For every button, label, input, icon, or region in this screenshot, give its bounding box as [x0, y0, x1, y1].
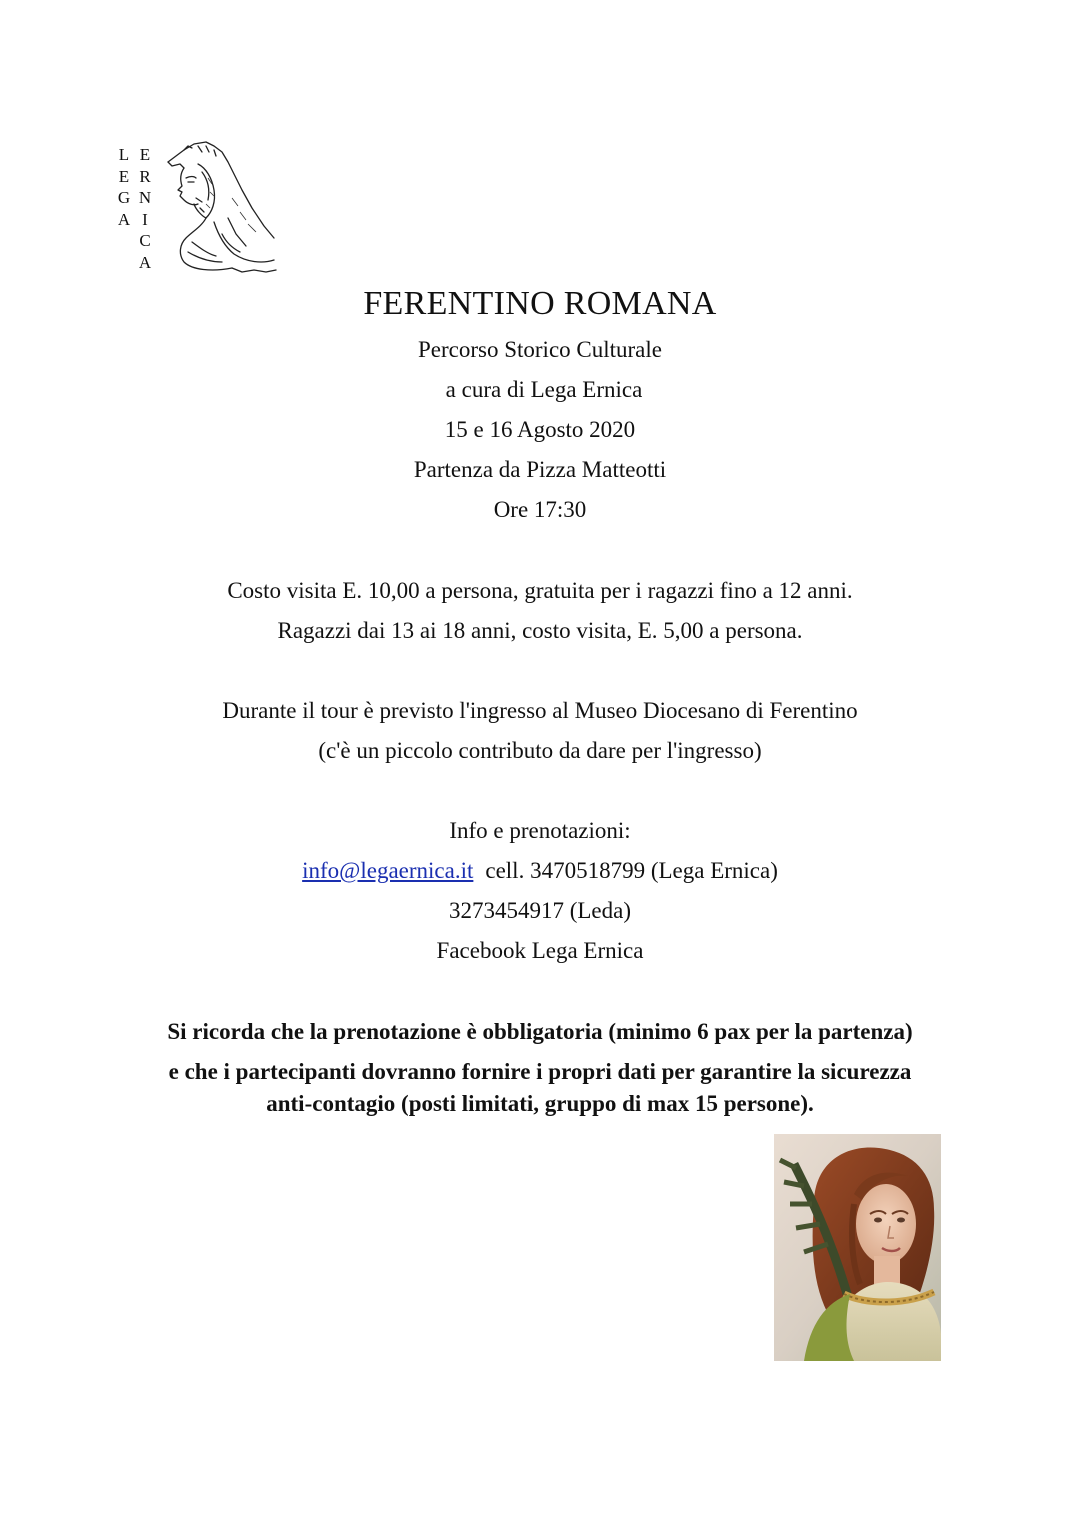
departure-time: Ore 17:30	[493, 497, 587, 522]
email-link[interactable]: info@legaernica.it	[302, 858, 474, 883]
logo-letters-lega	[116, 144, 132, 230]
saint-painting-image	[774, 1134, 941, 1361]
logo-letter: G	[117, 188, 131, 207]
page-title: FERENTINO ROMANA	[363, 285, 717, 322]
warrior-head-drawing	[162, 138, 282, 278]
logo-letters-ernica	[137, 144, 153, 273]
departure-location: Partenza da Pizza Matteotti	[413, 457, 667, 482]
logo-letter: C	[139, 231, 151, 250]
phone-number: 3273454917 (Leda)	[448, 898, 632, 923]
facebook-reference: Facebook Lega Ernica	[436, 938, 644, 963]
logo-letter: E	[118, 166, 130, 186]
notice-line: e che i partecipanti dovranno fornire i propri dati per garantire la sicurezza	[168, 1059, 912, 1084]
cost-line: Costo visita E. 10,00 a persona, gratuita per i ragazzi fino a 12 anni.	[227, 578, 853, 603]
subtitle-line: Percorso Storico Culturale	[417, 337, 662, 362]
logo-letter: R	[139, 166, 151, 186]
logo-letter: A	[117, 209, 131, 229]
event-dates: 15 e 16 Agosto 2020	[444, 417, 636, 442]
notice-line: Si ricorda che la prenotazione è obbligatoria (minimo 6 pax per la partenza)	[167, 1019, 913, 1044]
logo-letter: E	[139, 145, 151, 164]
info-heading: Info e prenotazioni:	[449, 818, 631, 843]
logo-letter: N	[138, 188, 152, 207]
subtitle-line: a cura di Lega Ernica	[445, 377, 643, 402]
contact-line	[0, 851, 1080, 891]
logo-letter: L	[118, 145, 130, 164]
museum-line: Durante il tour è previsto l'ingresso al Museo Diocesano di Ferentino	[222, 698, 858, 723]
logo-letter: I	[142, 209, 148, 229]
museum-note: (c'è un piccolo contributo da dare per l'ingresso)	[318, 738, 762, 763]
notice-line: anti-contagio (posti limitati, gruppo di max 15 persone).	[266, 1091, 814, 1116]
cell-number: cell. 3470518799 (Lega Ernica)	[485, 858, 778, 883]
lega-ernica-logo	[112, 138, 282, 278]
logo-letter: A	[138, 252, 152, 272]
cost-line: Ragazzi dai 13 ai 18 anni, costo visita, E. 5,00 a persona.	[277, 618, 803, 643]
